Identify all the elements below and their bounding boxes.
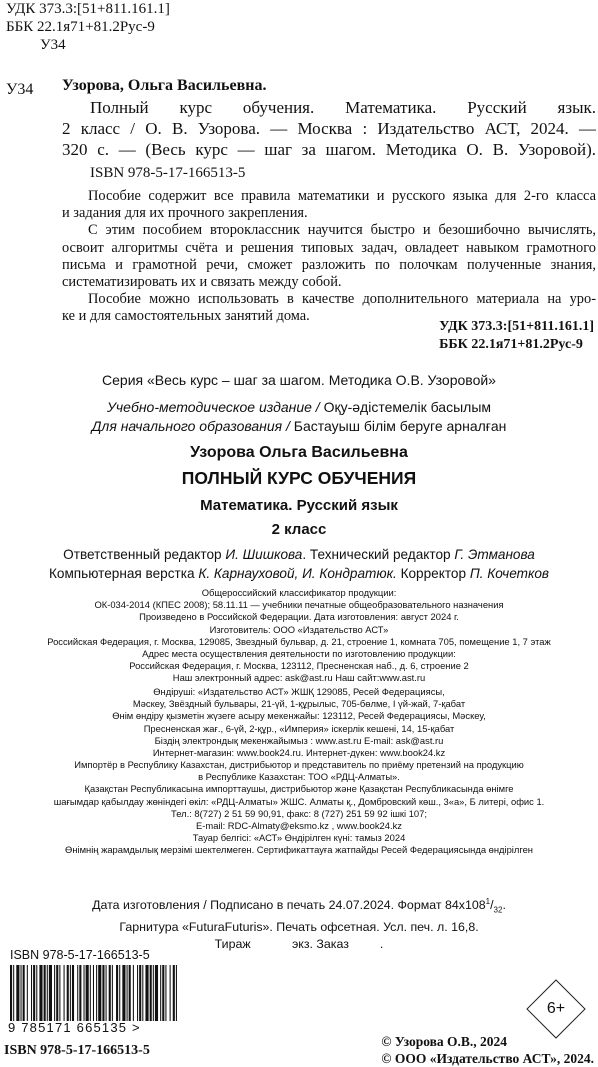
barcode-bar	[102, 965, 104, 1021]
barcode-bar	[10, 965, 12, 1021]
barcode-bar	[36, 965, 37, 1021]
barcode-bar	[119, 965, 120, 1021]
barcode	[8, 965, 180, 1021]
print-run: Тираж экз. Заказ .	[214, 936, 384, 951]
grade: 2 класс	[271, 521, 327, 538]
barcode-bar	[33, 965, 35, 1021]
title-author: Узорова Ольга Васильевна	[190, 444, 408, 461]
barcode-bar	[153, 965, 154, 1021]
info-line: Тауар белгісі: «АСТ» Өндірілген күні: тамыз 2024	[192, 832, 406, 844]
info-line: Өнімнің жарамдылық мерзімі шектелмеген. Сертификаттауға жатпайды Ресей Федерациясында өндірілген	[65, 844, 533, 856]
barcode-digits: 9 785171 665135 >	[8, 1020, 141, 1035]
barcode-bar	[142, 965, 143, 1021]
barcode-bar	[160, 965, 161, 1021]
annotation-line: Пособие можно использовать в качестве дополнительного материала на уро-	[88, 291, 596, 308]
author-mark-left: У34	[6, 81, 34, 98]
barcode-bar	[27, 965, 28, 1021]
info-line: ОК-034-2014 (КПЕС 2008); 58.11.11 — учебники печатные общеобразовательного назначения	[94, 599, 504, 611]
barcode-bar	[162, 965, 164, 1021]
info-line: шағымдар қабылдау жөніндегі өкіл: «РДЦ-Алматы» ЖШС. Алматы қ., Домбровский көш., 3«а», Б литері, офис 1.	[53, 795, 545, 807]
barcode-bar	[173, 965, 175, 1021]
annotation	[62, 188, 596, 326]
barcode-bar	[64, 965, 65, 1021]
credit-label: . Технический редактор	[302, 547, 455, 562]
annotation-line: и задания для их прочного закрепления.	[62, 205, 308, 222]
barcode-bar	[139, 965, 141, 1021]
info-line: Өндіруші: «Издательство АСТ» ЖШҚ 129085, Ресей Федерациясы,	[153, 686, 445, 697]
barcode-bar	[21, 965, 22, 1021]
barcode-bar	[79, 965, 81, 1021]
barcode-bar	[155, 965, 158, 1021]
barcode-bar	[72, 965, 74, 1021]
book-subtitle: Математика. Русский язык	[200, 497, 398, 514]
catalog-description	[62, 97, 596, 160]
info-line: Российская Федерация, г. Москва, 123112, Пресненская наб., д. 6, строение 2	[129, 660, 469, 672]
barcode-bar	[44, 965, 46, 1021]
copyright-publisher: © ООО «Издательство АСТ», 2024.	[381, 1051, 594, 1066]
barcode-bar	[129, 965, 131, 1021]
manufacturer-info-kz	[0, 686, 598, 759]
info-line: Произведено в Российской Федерации. Дата изготовления: август 2024 г.	[139, 611, 459, 623]
barcode-bar	[109, 965, 111, 1021]
credit-name: П. Кочетков	[469, 566, 550, 581]
info-line: Өнім өндіру қызметін жүзеге асыру мекенжайы: 123112, Ресей Федерациясы, Мәскеу,	[112, 710, 486, 722]
barcode-bar	[96, 965, 97, 1021]
info-line: Тел.: 8(727) 2 51 59 90,91, факс: 8 (727) 251 59 92 ішкі 107;	[171, 807, 427, 819]
barcode-isbn-top: ISBN 978-5-17-166513-5	[10, 948, 150, 962]
annotation-line: ке и для самостоятельных занятий дома.	[62, 308, 310, 325]
age-rating-text: 6+	[546, 1000, 566, 1017]
print-format-end: .	[502, 898, 506, 913]
author-mark: У34	[40, 37, 66, 53]
barcode-bar	[31, 965, 32, 1021]
barcode-bar	[23, 965, 25, 1021]
info-line: Наш электронный адрес: ask@ast.ru Наш сайт:www.ast.ru	[172, 672, 426, 684]
print-format: Дата изготовления / Подписано в печать 24.07.2024. Формат 84x108	[92, 898, 486, 913]
audience-ru: Для начального образования /	[91, 418, 290, 434]
barcode-bar	[122, 965, 125, 1021]
info-line: Интернет-магазин: www.book24.ru. Интернет-дүкен: www.book24.kz	[152, 747, 446, 759]
barcode-bar	[98, 965, 101, 1021]
barcode-bar	[112, 965, 113, 1021]
barcode-bar	[93, 965, 94, 1021]
barcode-bar	[133, 965, 134, 1021]
udk-code: УДК 373.3:[51+811.161.1]	[6, 1, 170, 17]
right-codes	[439, 318, 594, 354]
credit-label: Корректор	[396, 566, 470, 581]
barcode-bar	[127, 965, 128, 1021]
format-fraction-num: 1	[485, 897, 491, 906]
info-line: в Республике Казахстан: ТОО «РДЦ-Алматы».	[198, 771, 400, 783]
barcode-isbn-bottom: ISBN 978-5-17-166513-5	[4, 1043, 150, 1058]
barcode-bar	[116, 965, 118, 1021]
bbk-code: ББК 22.1я71+81.2Рус-9	[6, 19, 155, 35]
credit-label: Ответственный редактор	[63, 547, 226, 562]
barcode-bar	[56, 965, 58, 1021]
barcode-bar	[90, 965, 91, 1021]
barcode-bar	[84, 965, 85, 1021]
catalog-line: Полный курс обучения. Математика. Русский язык.	[90, 98, 596, 117]
barcode-bar	[106, 965, 107, 1021]
barcode-bar	[86, 965, 89, 1021]
series: Серия «Весь курс – шаг за шагом. Методика О.В. Узоровой»	[102, 372, 496, 388]
info-line: Импортёр в Республику Казахстан, дистрибьютор и представитель по приёму претензий на продукцию	[74, 759, 524, 770]
barcode-bar	[49, 965, 52, 1021]
print-info: Дата изготовления / Подписано в печать 24.07.2024. Формат $84x108^1/_{32}$. Гарнитура «FuturaFuturis». Печать офсетная. Усл. печ. л. 16,8. Тираж экз. Заказ .	[0, 894, 598, 952]
barcode-bar	[165, 965, 166, 1021]
edition-type-kz: Оқу-әдістемелік басылым	[319, 399, 492, 415]
barcode-bar	[176, 965, 177, 1021]
top-codes	[6, 0, 170, 54]
info-line: Российская Федерация, г. Москва, 129085, Звездный бульвар, д. 21, строение 1, комната 705, помещение 1, 7 этаж	[47, 635, 551, 647]
barcode-bar	[47, 965, 48, 1021]
info-line: Общероссийский классификатор продукции:	[201, 587, 397, 598]
catalog-line: 320 с. — (Весь курс — шаг за шагом. Методика О. В. Узоровой).	[62, 140, 596, 159]
bbk-code-right: ББК 22.1я71+81.2Рус-9	[439, 337, 583, 352]
book-title: ПОЛНЫЙ КУРС ОБУЧЕНИЯ	[181, 468, 417, 488]
barcode-bar	[70, 965, 71, 1021]
barcode-bar	[170, 965, 171, 1021]
barcode-bar	[13, 965, 14, 1021]
credit-name: К. Карнауховой, И. Кондратюк.	[198, 566, 397, 581]
credit-name: И. Шишкова	[225, 547, 303, 562]
record-isbn: ISBN 978-5-17-166513-5	[90, 165, 246, 181]
barcode-bar	[67, 965, 69, 1021]
copyright	[381, 1033, 594, 1067]
importer-info	[0, 759, 598, 857]
barcode-bar	[145, 965, 148, 1021]
edition-type-ru: Учебно-методическое издание /	[106, 399, 320, 415]
credit-name: Г. Этманова	[454, 547, 535, 562]
barcode-bar	[77, 965, 78, 1021]
info-line: Біздің электрондық мекенжайымыз : www.ast.ru E-mail: ask@ast.ru	[154, 734, 444, 746]
barcode-bar	[16, 965, 19, 1021]
author-heading: Узорова, Ольга Васильевна.	[62, 77, 267, 94]
info-line: Изготовитель: ООО «Издательство АСТ»	[209, 623, 389, 635]
info-line: Мәскеу, Звёздный бульвары, 21-үй, 1-құрылыс, 705-бөлме, I үй-жай, 7-қабат	[132, 698, 466, 710]
annotation-line: освоит алгоритмы счёта и решения типовых задач, овладеет навыком грамотного	[62, 239, 596, 256]
annotation-line: систематизировать их и связать между собой.	[62, 274, 342, 291]
edition-type	[0, 398, 598, 436]
barcode-bar	[137, 965, 138, 1021]
barcode-bar	[59, 965, 60, 1021]
info-line: Пресненская жағ., 6-үй, 2-құр., «Империя» іскерлік кешені, 14, 15-қабат	[143, 722, 455, 734]
barcode-bar	[150, 965, 152, 1021]
annotation-line: С этим пособием второклассник научится быстро и безошибочно вычислять,	[88, 222, 596, 239]
info-line: Адрес места осуществления деятельности по изготовлению продукции:	[142, 648, 456, 660]
udk-code-right: УДК 373.3:[51+811.161.1]	[439, 319, 594, 334]
barcode-bar	[39, 965, 42, 1021]
print-typeface: Гарнитура «FuturaFuturis». Печать офсетная. Усл. печ. л. 16,8.	[119, 920, 479, 935]
manufacturer-info	[0, 587, 598, 685]
catalog-line: 2 класс / О. В. Узорова. — Москва : Издательство АСТ, 2024. —	[62, 119, 596, 138]
annotation-line: письма и грамотной речи, сможет разложить по полочкам полученные знания,	[62, 256, 596, 273]
info-line: E-mail: RDC-Almaty@eksmo.kz , www.book24.kz	[196, 820, 402, 832]
credit-label: Компьютерная верстка	[48, 566, 199, 581]
credits	[0, 545, 598, 583]
format-fraction-den: 32	[493, 905, 503, 915]
copyright-author: © Узорова О.В., 2024	[381, 1034, 508, 1049]
barcode-bar	[54, 965, 55, 1021]
info-line: Қазақстан Республикасына импорттаушы, дистрибьютор және Қазақстан Республикасында өнімге	[84, 783, 514, 795]
audience-kz: Бастауыш білім беруге арналған	[289, 418, 507, 434]
annotation-line: Пособие содержит все правила математики и русского языка для 2-го класса	[88, 188, 596, 204]
